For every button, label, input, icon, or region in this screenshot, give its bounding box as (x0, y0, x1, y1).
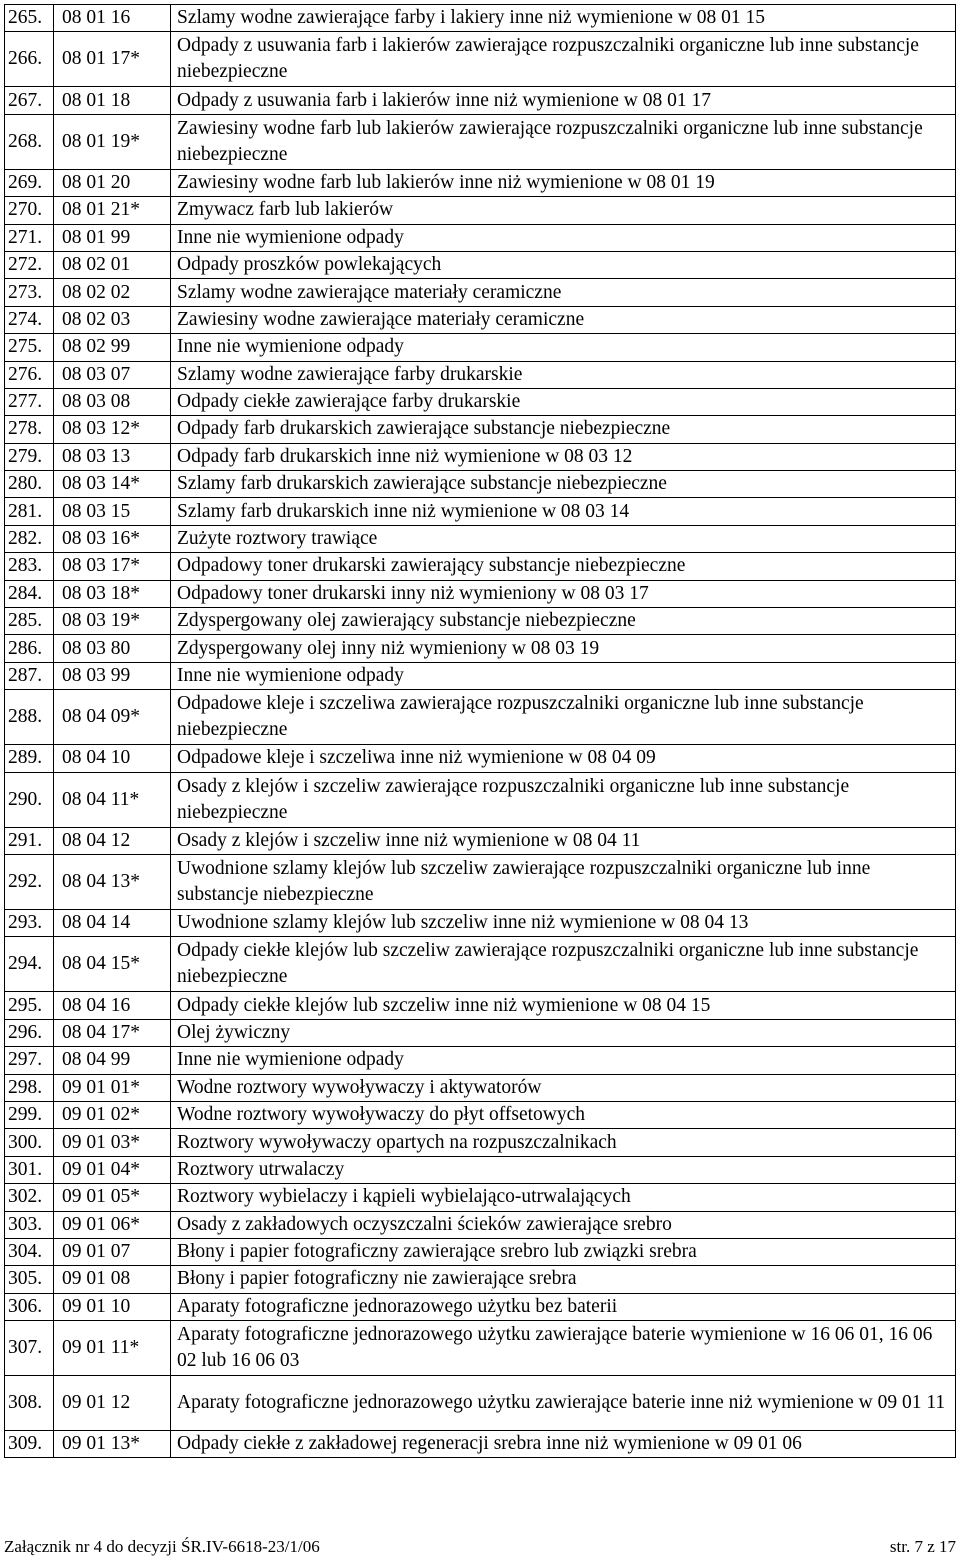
table-row (5, 909, 956, 936)
table-row (5, 224, 956, 251)
row-number-cell: 278. (5, 416, 54, 443)
row-number-cell: 307. (5, 1321, 54, 1376)
table-row (5, 662, 956, 689)
row-number-cell: 276. (5, 361, 54, 388)
row-number-cell: 266. (5, 32, 54, 87)
waste-description-cell: Roztwory wywoływaczy opartych na rozpuszczalnikach (171, 1129, 956, 1156)
waste-code-cell: 09 01 06* (54, 1211, 171, 1238)
table-row (5, 580, 956, 607)
table-row (5, 1101, 956, 1128)
row-number-cell: 291. (5, 827, 54, 854)
table-row (5, 279, 956, 306)
row-number-cell: 302. (5, 1184, 54, 1211)
table-row (5, 937, 956, 992)
row-number-cell: 286. (5, 635, 54, 662)
waste-description-cell: Zdyspergowany olej zawierający substancje niebezpieczne (171, 608, 956, 635)
waste-description-cell: Szlamy farb drukarskich zawierające substancje niebezpieczne (171, 471, 956, 498)
waste-code-cell: 09 01 07 (54, 1238, 171, 1265)
waste-description-cell: Wodne roztwory wywoływaczy do płyt offsetowych (171, 1101, 956, 1128)
waste-code-cell: 08 01 16 (54, 5, 171, 32)
waste-description-cell: Szlamy wodne zawierające materiały ceramiczne (171, 279, 956, 306)
waste-code-cell: 08 01 18 (54, 87, 171, 114)
waste-description-cell: Uwodnione szlamy klejów lub szczeliw zawierające rozpuszczalniki organiczne lub inne substancje niebezpieczne (171, 854, 956, 909)
waste-code-cell: 08 01 19* (54, 114, 171, 169)
waste-code-cell: 08 03 18* (54, 580, 171, 607)
waste-description-cell: Odpadowy toner drukarski inny niż wymieniony w 08 03 17 (171, 580, 956, 607)
row-number-cell: 293. (5, 909, 54, 936)
waste-description-cell: Osady z zakładowych oczyszczalni ścieków zawierające srebro (171, 1211, 956, 1238)
row-number-cell: 267. (5, 87, 54, 114)
waste-description-cell: Zdyspergowany olej inny niż wymieniony w 08 03 19 (171, 635, 956, 662)
waste-description-cell: Zawiesiny wodne farb lub lakierów zawierające rozpuszczalniki organiczne lub inne substancje niebezpieczne (171, 114, 956, 169)
waste-description-cell: Odpady z usuwania farb i lakierów zawierające rozpuszczalniki organiczne lub inne substancje niebezpieczne (171, 32, 956, 87)
table-row (5, 745, 956, 772)
waste-description-cell: Aparaty fotograficzne jednorazowego użytku bez baterii (171, 1293, 956, 1320)
waste-code-cell: 08 04 10 (54, 745, 171, 772)
row-number-cell: 274. (5, 306, 54, 333)
waste-code-cell: 08 04 17* (54, 1019, 171, 1046)
table-row (5, 690, 956, 745)
row-number-cell: 269. (5, 169, 54, 196)
table-row (5, 388, 956, 415)
waste-description-cell: Odpadowe kleje i szczeliwa zawierające rozpuszczalniki organiczne lub inne substancje niebezpieczne (171, 690, 956, 745)
table-row (5, 1376, 956, 1431)
waste-code-cell: 08 03 16* (54, 525, 171, 552)
waste-description-cell: Roztwory utrwalaczy (171, 1156, 956, 1183)
waste-code-cell: 08 04 14 (54, 909, 171, 936)
table-row (5, 114, 956, 169)
table-row (5, 334, 956, 361)
waste-codes-table-body (5, 5, 956, 1458)
table-row (5, 525, 956, 552)
waste-description-cell: Odpady farb drukarskich zawierające substancje niebezpieczne (171, 416, 956, 443)
table-row (5, 443, 956, 470)
waste-description-cell: Roztwory wybielaczy i kąpieli wybielająco-utrwalających (171, 1184, 956, 1211)
waste-code-cell: 08 04 16 (54, 992, 171, 1019)
waste-description-cell: Inne nie wymienione odpady (171, 1047, 956, 1074)
waste-code-cell: 09 01 03* (54, 1129, 171, 1156)
waste-description-cell: Uwodnione szlamy klejów lub szczeliw inne niż wymienione w 08 04 13 (171, 909, 956, 936)
waste-description-cell: Odpady ciekłe z zakładowej regeneracji srebra inne niż wymienione w 09 01 06 (171, 1431, 956, 1458)
table-row (5, 169, 956, 196)
waste-code-cell: 09 01 12 (54, 1376, 171, 1431)
row-number-cell: 287. (5, 662, 54, 689)
row-number-cell: 292. (5, 854, 54, 909)
waste-code-cell: 08 03 08 (54, 388, 171, 415)
table-row (5, 471, 956, 498)
waste-code-cell: 08 01 17* (54, 32, 171, 87)
waste-code-cell: 08 04 12 (54, 827, 171, 854)
waste-description-cell: Odpady ciekłe klejów lub szczeliw inne niż wymienione w 08 04 15 (171, 992, 956, 1019)
table-row (5, 1293, 956, 1320)
waste-description-cell: Szlamy wodne zawierające farby i lakiery inne niż wymienione w 08 01 15 (171, 5, 956, 32)
row-number-cell: 298. (5, 1074, 54, 1101)
waste-code-cell: 09 01 11* (54, 1321, 171, 1376)
table-row (5, 1156, 956, 1183)
row-number-cell: 281. (5, 498, 54, 525)
waste-code-cell: 08 01 21* (54, 197, 171, 224)
table-row (5, 772, 956, 827)
row-number-cell: 275. (5, 334, 54, 361)
row-number-cell: 277. (5, 388, 54, 415)
row-number-cell: 299. (5, 1101, 54, 1128)
table-row (5, 361, 956, 388)
waste-description-cell: Osady z klejów i szczeliw zawierające rozpuszczalniki organiczne lub inne substancje niebezpieczne (171, 772, 956, 827)
waste-code-cell: 08 04 15* (54, 937, 171, 992)
waste-description-cell: Olej żywiczny (171, 1019, 956, 1046)
table-row (5, 5, 956, 32)
waste-description-cell: Inne nie wymienione odpady (171, 662, 956, 689)
waste-description-cell: Odpady proszków powlekających (171, 251, 956, 278)
table-row (5, 1184, 956, 1211)
waste-code-cell: 09 01 13* (54, 1431, 171, 1458)
waste-description-cell: Aparaty fotograficzne jednorazowego użytku zawierające baterie wymienione w 16 06 01, 16 06 02 lub 16 06 03 (171, 1321, 956, 1376)
row-number-cell: 296. (5, 1019, 54, 1046)
waste-code-cell: 09 01 10 (54, 1293, 171, 1320)
row-number-cell: 290. (5, 772, 54, 827)
waste-description-cell: Odpady ciekłe klejów lub szczeliw zawierające rozpuszczalniki organiczne lub inne substancje niebezpieczne (171, 937, 956, 992)
waste-description-cell: Odpadowy toner drukarski zawierający substancje niebezpieczne (171, 553, 956, 580)
row-number-cell: 268. (5, 114, 54, 169)
table-row (5, 854, 956, 909)
waste-code-cell: 08 03 15 (54, 498, 171, 525)
row-number-cell: 270. (5, 197, 54, 224)
waste-code-cell: 09 01 05* (54, 1184, 171, 1211)
waste-code-cell: 08 03 19* (54, 608, 171, 635)
table-row (5, 992, 956, 1019)
waste-code-cell: 08 02 01 (54, 251, 171, 278)
waste-code-cell: 08 03 80 (54, 635, 171, 662)
waste-code-cell: 08 03 13 (54, 443, 171, 470)
row-number-cell: 305. (5, 1266, 54, 1293)
row-number-cell: 273. (5, 279, 54, 306)
waste-code-cell: 08 01 99 (54, 224, 171, 251)
waste-description-cell: Aparaty fotograficzne jednorazowego użytku zawierające baterie inne niż wymienione w 09 01 11 (171, 1376, 956, 1431)
row-number-cell: 282. (5, 525, 54, 552)
table-row (5, 553, 956, 580)
table-row (5, 251, 956, 278)
row-number-cell: 272. (5, 251, 54, 278)
waste-description-cell: Błony i papier fotograficzny nie zawierające srebra (171, 1266, 956, 1293)
row-number-cell: 309. (5, 1431, 54, 1458)
row-number-cell: 280. (5, 471, 54, 498)
table-row (5, 32, 956, 87)
row-number-cell: 279. (5, 443, 54, 470)
waste-code-cell: 09 01 08 (54, 1266, 171, 1293)
waste-code-cell: 08 03 07 (54, 361, 171, 388)
waste-code-cell: 08 04 11* (54, 772, 171, 827)
waste-description-cell: Odpady ciekłe zawierające farby drukarskie (171, 388, 956, 415)
row-number-cell: 284. (5, 580, 54, 607)
waste-codes-table (4, 4, 956, 1458)
row-number-cell: 308. (5, 1376, 54, 1431)
waste-description-cell: Zawiesiny wodne zawierające materiały ceramiczne (171, 306, 956, 333)
waste-code-cell: 08 03 12* (54, 416, 171, 443)
waste-description-cell: Odpady farb drukarskich inne niż wymienione w 08 03 12 (171, 443, 956, 470)
table-row (5, 1321, 956, 1376)
waste-code-cell: 08 02 99 (54, 334, 171, 361)
waste-code-cell: 08 04 13* (54, 854, 171, 909)
table-row (5, 1266, 956, 1293)
waste-description-cell: Inne nie wymienione odpady (171, 224, 956, 251)
table-row (5, 827, 956, 854)
row-number-cell: 297. (5, 1047, 54, 1074)
row-number-cell: 285. (5, 608, 54, 635)
table-row (5, 416, 956, 443)
waste-description-cell: Wodne roztwory wywoływaczy i aktywatorów (171, 1074, 956, 1101)
waste-code-cell: 08 01 20 (54, 169, 171, 196)
table-row (5, 635, 956, 662)
waste-description-cell: Inne nie wymienione odpady (171, 334, 956, 361)
row-number-cell: 295. (5, 992, 54, 1019)
footer-document-reference: Załącznik nr 4 do decyzji ŚR.IV-6618-23/1/06 (4, 1537, 320, 1556)
row-number-cell: 265. (5, 5, 54, 32)
waste-code-cell: 08 03 99 (54, 662, 171, 689)
footer-page-number: str. 7 z 17 (889, 1537, 956, 1556)
waste-code-cell: 09 01 01* (54, 1074, 171, 1101)
waste-code-cell: 08 02 03 (54, 306, 171, 333)
row-number-cell: 300. (5, 1129, 54, 1156)
waste-description-cell: Zużyte roztwory trawiące (171, 525, 956, 552)
table-row (5, 1211, 956, 1238)
waste-description-cell: Zawiesiny wodne farb lub lakierów inne niż wymienione w 08 01 19 (171, 169, 956, 196)
table-row (5, 197, 956, 224)
waste-code-cell: 08 04 99 (54, 1047, 171, 1074)
row-number-cell: 289. (5, 745, 54, 772)
table-row (5, 87, 956, 114)
table-row (5, 608, 956, 635)
row-number-cell: 288. (5, 690, 54, 745)
waste-description-cell: Odpadowe kleje i szczeliwa inne niż wymienione w 08 04 09 (171, 745, 956, 772)
table-row (5, 1047, 956, 1074)
row-number-cell: 303. (5, 1211, 54, 1238)
waste-description-cell: Szlamy farb drukarskich inne niż wymienione w 08 03 14 (171, 498, 956, 525)
row-number-cell: 301. (5, 1156, 54, 1183)
waste-code-cell: 08 03 17* (54, 553, 171, 580)
row-number-cell: 271. (5, 224, 54, 251)
table-row (5, 1019, 956, 1046)
table-row (5, 1074, 956, 1101)
row-number-cell: 283. (5, 553, 54, 580)
table-row (5, 1238, 956, 1265)
waste-code-cell: 08 03 14* (54, 471, 171, 498)
waste-code-cell: 08 02 02 (54, 279, 171, 306)
waste-description-cell: Błony i papier fotograficzny zawierające srebro lub związki srebra (171, 1238, 956, 1265)
waste-description-cell: Zmywacz farb lub lakierów (171, 197, 956, 224)
waste-description-cell: Osady z klejów i szczeliw inne niż wymienione w 08 04 11 (171, 827, 956, 854)
waste-code-cell: 09 01 04* (54, 1156, 171, 1183)
table-row (5, 1431, 956, 1458)
row-number-cell: 304. (5, 1238, 54, 1265)
table-row (5, 1129, 956, 1156)
waste-description-cell: Odpady z usuwania farb i lakierów inne niż wymienione w 08 01 17 (171, 87, 956, 114)
waste-code-cell: 09 01 02* (54, 1101, 171, 1128)
waste-description-cell: Szlamy wodne zawierające farby drukarskie (171, 361, 956, 388)
row-number-cell: 306. (5, 1293, 54, 1320)
table-row (5, 306, 956, 333)
row-number-cell: 294. (5, 937, 54, 992)
waste-code-cell: 08 04 09* (54, 690, 171, 745)
table-row (5, 498, 956, 525)
